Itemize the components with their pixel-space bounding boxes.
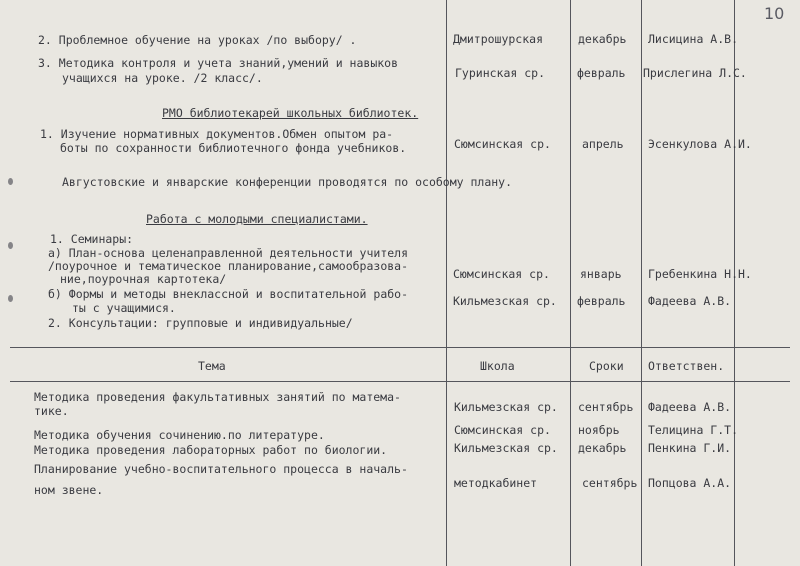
table-row-term: декабрь	[578, 441, 627, 455]
table-row-school: Кильмезская ср.	[454, 441, 558, 455]
table-row-school: Кильмезская ср.	[454, 400, 558, 414]
punch-hole-mark	[8, 242, 13, 249]
rmo-topic: боты по сохранности библиотечного фонда учебников.	[60, 141, 407, 155]
table-row-person: Фадеева А.В.	[648, 400, 732, 414]
punch-hole-mark	[8, 295, 13, 302]
conference-note: Августовские и январские конференции проводятся по особому плану.	[62, 175, 513, 189]
seminar-b-person: Фадеева А.В.	[648, 294, 732, 308]
row-person: Прислегина Л.С.	[643, 66, 747, 80]
seminar-b-school: Кильмезская ср.	[453, 294, 557, 308]
table-row-topic: Методика проведения факультативных занятий по матема-	[34, 390, 401, 404]
row-topic: учащихся на уроке. /2 класс/.	[62, 71, 263, 85]
column-rule-person	[641, 0, 642, 566]
table-row-school: Сюмсинская ср.	[454, 423, 551, 437]
seminars-label: 1. Семинары:	[50, 232, 134, 246]
rmo-topic: 1. Изучение нормативных документов.Обмен опытом ра-	[40, 127, 394, 141]
table-row-term: сентябрь	[578, 400, 634, 414]
table-row-topic: Методика обучения сочинению.по литературе.	[34, 428, 325, 442]
column-rule-term	[570, 0, 571, 566]
seminar-a-term: январь	[580, 267, 622, 281]
consultations-text: 2. Консультации: групповые и индивидуальные/	[48, 316, 353, 330]
row-topic: 3. Методика контроля и учета знаний,умений и навыков	[38, 56, 399, 70]
table-row-topic: ном звене.	[34, 483, 104, 497]
header-person: Ответствен.	[648, 359, 725, 373]
rmo-person: Эсенкулова А.И.	[648, 137, 752, 151]
rmo-heading: РМО библиотекарей школьных библиотек.	[162, 106, 419, 120]
page-number: 10	[764, 4, 785, 23]
header-school: Школа	[480, 359, 515, 373]
row-school: Дмитрошурская	[453, 32, 544, 46]
table-row-topic: тике.	[34, 404, 69, 418]
row-person: Лисицина А.В.	[648, 32, 739, 46]
table-row-person: Пенкина Г.И.	[648, 441, 732, 455]
row-term: декабрь	[578, 32, 627, 46]
table-header-rule	[10, 381, 790, 382]
table-row-topic: Методика проведения лабораторных работ по биологии.	[34, 443, 388, 457]
row-term: февраль	[577, 66, 626, 80]
table-row-term: сентябрь	[582, 476, 638, 490]
punch-hole-mark	[8, 178, 13, 185]
table-row-topic: Планирование учебно-воспитательного процесса в началь-	[34, 462, 408, 476]
rmo-term: апрель	[582, 137, 624, 151]
seminar-a-text: /поурочное и тематическое планирование,самообразова-	[48, 259, 409, 273]
row-school: Гуринская ср.	[455, 66, 546, 80]
seminar-a-text: ние,поурочная картотека/	[60, 272, 227, 286]
seminar-a-person: Гребенкина Н.Н.	[648, 267, 752, 281]
young-specialists-heading: Работа с молодыми специалистами.	[146, 212, 368, 226]
seminar-b-text: ты с учащимися.	[72, 301, 176, 315]
seminar-a-text: а) План-основа целенаправленной деятельности учителя	[48, 246, 409, 260]
header-topic: Тема	[198, 359, 226, 373]
column-rule-school	[446, 0, 447, 566]
table-top-rule	[10, 347, 790, 348]
rmo-school: Сюмсинская ср.	[454, 137, 551, 151]
table-row-term: ноябрь	[578, 423, 620, 437]
table-row-person: Телицина Г.Т.	[648, 423, 739, 437]
seminar-a-school: Сюмсинская ср.	[453, 267, 550, 281]
seminar-b-term: февраль	[577, 294, 626, 308]
row-topic: 2. Проблемное обучение на уроках /по выбору/ .	[38, 33, 357, 47]
table-row-person: Попцова А.А.	[648, 476, 732, 490]
seminar-b-text: б) Формы и методы внеклассной и воспитательной рабо-	[48, 287, 409, 301]
table-row-school: методкабинет	[454, 476, 538, 490]
column-rule-right	[734, 0, 735, 566]
header-term: Сроки	[589, 359, 624, 373]
